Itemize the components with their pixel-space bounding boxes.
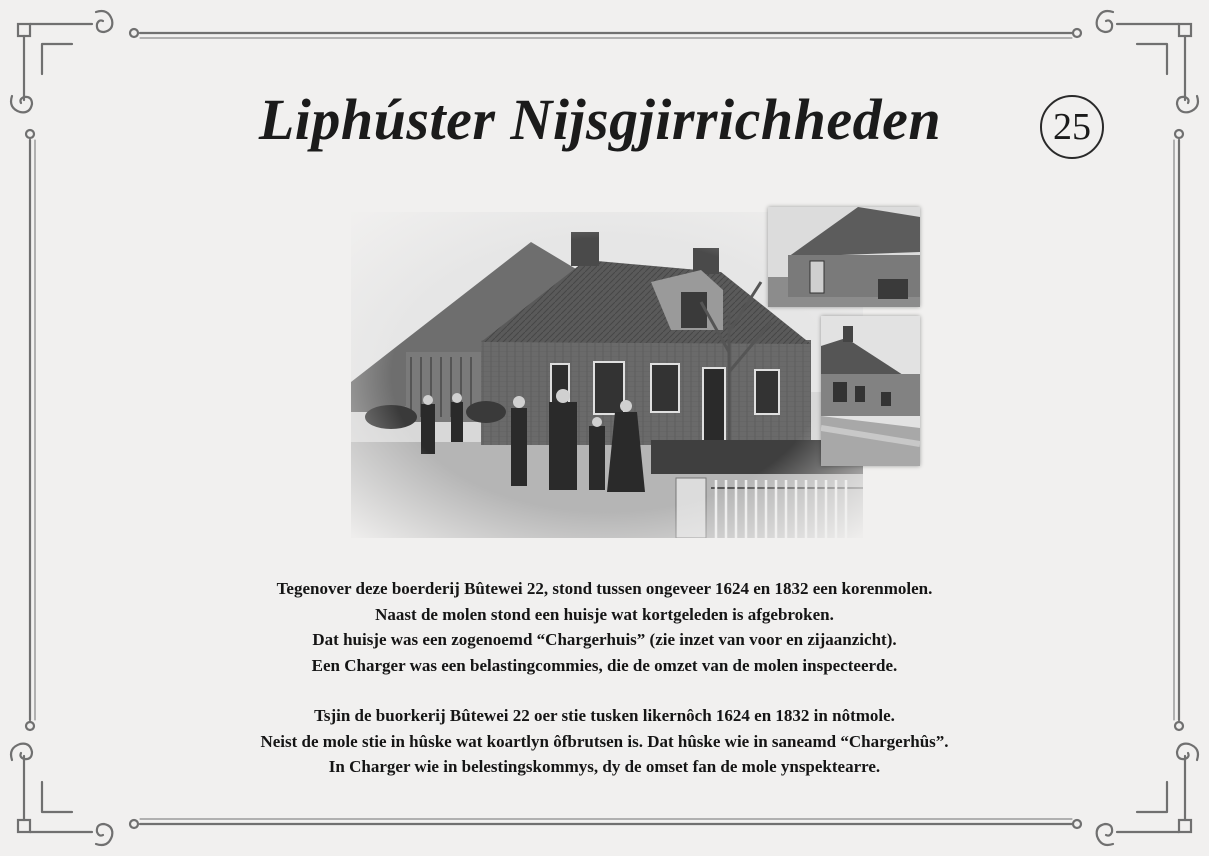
page-title: Liphúster Nijsgjirrichheden (258, 87, 942, 152)
page-number-badge: 25 (1040, 95, 1104, 159)
frisian-text-block (150, 703, 1059, 780)
frisian-line-2: Neist de mole stie in hûske wat koartlyn ôfbrutsen is. Dat hûske wie in saneamd “Chargerhûs”. (260, 731, 949, 751)
chargerhuis-side-photo (821, 316, 920, 466)
frisian-line-3: In Charger wie in belestingskommys, dy de omset fan de mole ynspektearre. (328, 757, 881, 776)
frisian-line-1: Tsjin de buorkerij Bûtewei 22 oer stie tusken likernôch 1624 en 1832 in nôtmole. (314, 706, 895, 725)
chargerhuis-front-photo (768, 207, 920, 307)
dutch-line-2: Naast de molen stond een huisje wat kortgeleden is afgebroken. (375, 604, 834, 624)
dutch-text-block (150, 576, 1059, 678)
dutch-line-3: Dat huisje was een zogenoemd “Chargerhuis” (zie inzet van voor en zijaanzicht). (312, 630, 897, 649)
dutch-line-4: Een Charger was een belastingcommies, die de omzet van de molen inspecteerde. (311, 655, 898, 675)
dutch-line-1: Tegenover deze boerderij Bûtewei 22, stond tussen ongeveer 1624 en 1832 een korenmolen. (276, 579, 933, 598)
